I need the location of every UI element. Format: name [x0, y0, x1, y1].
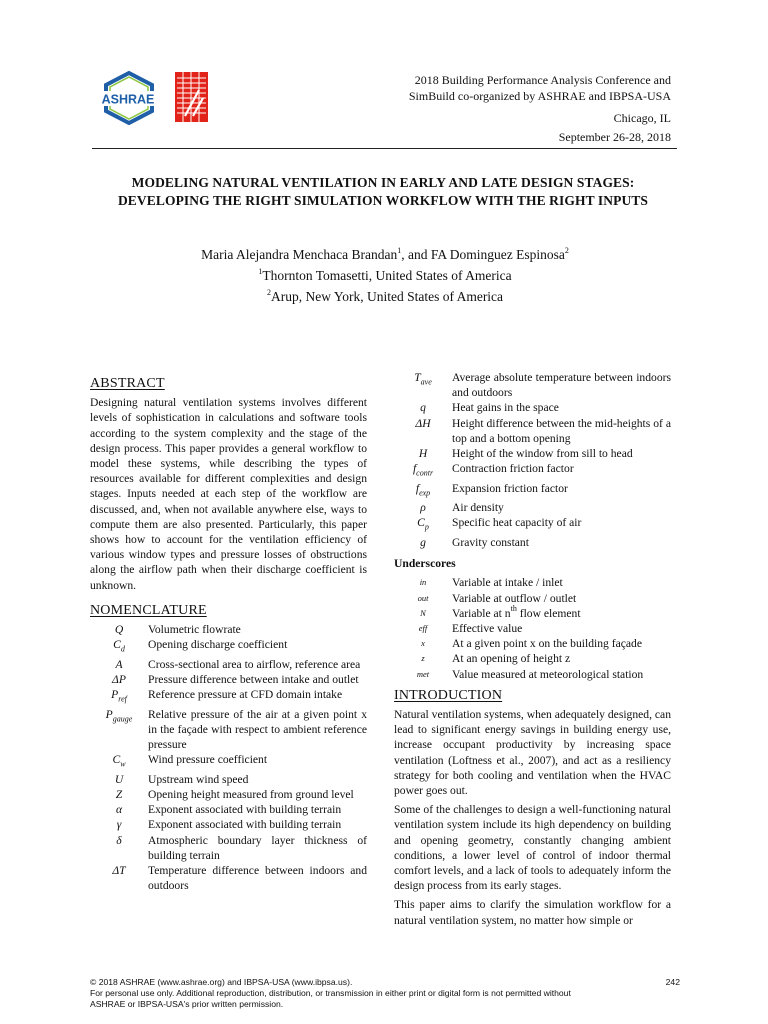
symbol-text: U [114, 772, 124, 786]
page-number: 242 [665, 977, 680, 987]
description-tail: flow element [516, 606, 581, 620]
nomenclature-description [452, 591, 671, 606]
symbol-subscript: ave [420, 377, 432, 387]
description-text: Gravity constant [452, 535, 529, 549]
intro-paragraph: Some of the challenges to design a well-functioning natural ventilation system include its high dependency on building and opening geometry, constantly changing ambient conditions, a lower level of control of indoor thermal comfort levels, and a lack of tools to adequately inform the design process from its early stages. [394, 803, 671, 893]
symbol-text: in [419, 577, 427, 588]
nomenclature-description [452, 636, 671, 651]
nomenclature-row [90, 752, 367, 772]
description-text: Effective value [452, 621, 523, 635]
ashrae-logo-text: ASHRAE [101, 92, 155, 107]
nomenclature-description [452, 461, 671, 481]
nomenclature-row [394, 575, 671, 590]
footer-line: For personal use only. Additional reproduction, distribution, or transmission in either print or digital form is not permitted without [90, 988, 571, 998]
paper-title: MODELING NATURAL VENTILATION IN EARLY AND LATE DESIGN STAGES: DEVELOPING THE RIGHT SIMULATION WORKFLOW WITH THE RIGHT INPUTS [117, 175, 649, 208]
symbol-text: met [416, 668, 430, 679]
description-text: Temperature difference between indoors and outdoors [148, 864, 367, 893]
underscores-list [394, 575, 671, 681]
copyright-footer [90, 977, 680, 1010]
intro-paragraph: This paper aims to clarify the simulation workflow for a natural ventilation system, no matter how simple or [394, 898, 671, 927]
nomenclature-row [394, 515, 671, 535]
nomenclature-description [148, 707, 367, 753]
symbol-text: g [420, 535, 426, 549]
nomenclature-description [148, 817, 367, 832]
nomenclature-description [148, 787, 367, 802]
nomenclature-description [452, 535, 671, 550]
nomenclature-row [90, 863, 367, 893]
nomenclature-list [90, 622, 367, 893]
nomenclature-description [452, 575, 671, 590]
symbol-text: ρ [420, 501, 426, 515]
nomenclature-row [394, 500, 671, 515]
description-text: Variable at intake / inlet [452, 576, 563, 590]
symbol-text: z [421, 653, 425, 664]
symbol-subscript: p [424, 522, 429, 532]
nomenclature-symbol [90, 787, 148, 802]
symbol-text: x [421, 638, 425, 649]
symbol-text: C [417, 516, 425, 530]
nomenclature-description [452, 651, 671, 666]
symbol-text: α [115, 803, 123, 817]
description-text: Reference pressure at CFD domain intake [148, 688, 343, 702]
nomenclature-row [90, 707, 367, 753]
nomenclature-row [394, 591, 671, 606]
description-text: Upstream wind speed [148, 772, 249, 786]
affiliation-text: Thornton Tomasetti, United States of America [262, 268, 512, 283]
symbol-text: C [113, 638, 121, 652]
conference-dates: September 26-28, 2018 [558, 130, 671, 144]
introduction-heading: INTRODUCTION [394, 687, 503, 703]
nomenclature-symbol [394, 636, 452, 651]
symbol-text: Z [115, 788, 123, 802]
ashrae-logo [95, 70, 210, 125]
nomenclature-description [452, 667, 671, 682]
nomenclature-description [452, 603, 671, 621]
nomenclature-description [452, 416, 671, 446]
nomenclature-symbol [90, 707, 148, 753]
symbol-text: N [420, 607, 426, 618]
symbol-text: H [418, 447, 428, 461]
symbol-text: P [111, 688, 119, 702]
nomenclature-symbol [394, 370, 452, 400]
affiliation-marker: 1 [397, 246, 402, 255]
nomenclature-row [90, 672, 367, 687]
description-text: Heat gains in the space [452, 401, 559, 415]
nomenclature-description [148, 657, 367, 672]
footer-line: ASHRAE or IBPSA-USA's prior written permission. [90, 999, 284, 1009]
left-column [90, 376, 367, 893]
nomenclature-row [394, 667, 671, 682]
nomenclature-symbol [90, 672, 148, 687]
symbol-subscript: ref [118, 694, 127, 704]
description-text: Atmospheric boundary layer thickness of building terrain [148, 833, 367, 862]
conference-line: 2018 Building Performance Analysis Conference and [414, 73, 671, 87]
nomenclature-description [452, 515, 671, 535]
nomenclature-symbol [394, 667, 452, 682]
nomenclature-row [394, 621, 671, 636]
description-text: Exponent associated with building terrain [148, 818, 342, 832]
symbol-text: ΔP [112, 672, 126, 686]
nomenclature-row [394, 636, 671, 651]
description-text: Contraction friction factor [452, 462, 574, 476]
symbol-subscript: contr [416, 468, 434, 478]
symbol-subscript: gauge [112, 714, 133, 723]
description-text: Relative pressure of the air at a given point x in the façade with respect to ambient reference pressure [148, 707, 367, 752]
nomenclature-description [148, 672, 367, 687]
nomenclature-row [394, 400, 671, 415]
affiliation-marker: 2 [266, 288, 271, 297]
footer-line: © 2018 ASHRAE (www.ashrae.org) and IBPSA-USA (www.ibpsa.us). [90, 977, 353, 987]
author-line [100, 244, 670, 265]
nomenclature-symbol [394, 446, 452, 461]
symbol-text: f [412, 462, 417, 476]
description-text: Variable at outflow / outlet [452, 591, 577, 605]
symbol-text: ΔT [112, 864, 126, 878]
symbol-text: δ [116, 833, 122, 847]
symbol-text: eff [418, 622, 428, 633]
nomenclature-row [394, 603, 671, 621]
header-logos [95, 70, 210, 125]
header-rule [92, 148, 677, 149]
nomenclature-symbol [394, 575, 452, 590]
symbol-text: C [112, 753, 121, 767]
nomenclature-row [90, 802, 367, 817]
nomenclature-symbol [394, 535, 452, 550]
author-name: Maria Alejandra Menchaca Brandan [201, 247, 398, 262]
nomenclature-symbol [394, 416, 452, 446]
description-text: Expansion friction factor [452, 481, 568, 495]
abstract-text: Designing natural ventilation systems involves different levels of sophistication in calculations and software tools according to the system complexity and the stage of the design process. This paper provides a general workflow to model these systems, while describing the types of resources available for different complexities and design stages. Inputs needed at each step of the workflow are discussed, and, when not available anywhere else, ways to compute them are also presented. Particularly, this paper shows how to account for the ventilation efficiency of various window types and pressure losses of obstructions along the airflow path when their discharge coefficient is unknown. [90, 396, 367, 592]
nomenclature-symbol [90, 622, 148, 637]
nomenclature-symbol [90, 802, 148, 817]
description-text: At an opening of height z [452, 652, 571, 666]
description-text: Volumetric flowrate [148, 623, 241, 637]
symbol-text: ΔH [415, 416, 431, 430]
author-name: FA Dominguez Espinosa [430, 247, 565, 262]
affiliation-line [100, 265, 670, 286]
nomenclature-symbol [90, 863, 148, 893]
description-text: At a given point x on the building façade [452, 637, 642, 651]
affiliation-line [100, 286, 670, 307]
nomenclature-symbol [394, 621, 452, 636]
nomenclature-row [394, 416, 671, 446]
right-column [394, 370, 671, 932]
conference-location: Chicago, IL [613, 111, 671, 125]
description-text: Value measured at meteorological station [452, 667, 644, 681]
affiliation-marker: 2 [564, 246, 569, 255]
nomenclature-symbol [90, 657, 148, 672]
nomenclature-symbol [90, 687, 148, 707]
nomenclature-description [452, 481, 671, 501]
nomenclature-symbol [394, 500, 452, 515]
nomenclature-symbol [90, 637, 148, 657]
description-text: Variable at n [452, 606, 511, 620]
description-text: Average absolute temperature between indoors and outdoors [452, 371, 671, 400]
nomenclature-row [394, 481, 671, 501]
nomenclature-description [148, 752, 367, 772]
description-text: Opening height measured from ground level [148, 788, 354, 802]
nomenclature-description [148, 802, 367, 817]
description-text: Wind pressure coefficient [148, 753, 268, 767]
symbol-text: A [115, 657, 123, 671]
nomenclature-description [148, 772, 367, 787]
symbol-text: P [105, 707, 113, 721]
description-text: Pressure difference between intake and outlet [148, 672, 359, 686]
symbol-text: f [415, 481, 420, 495]
nomenclature-symbol [394, 400, 452, 415]
nomenclature-row [90, 622, 367, 637]
description-text: Height difference between the mid-heights of a top and a bottom opening [452, 416, 671, 445]
underscores-heading: Underscores [394, 557, 456, 571]
affiliation-text: Arup, New York, United States of America [270, 289, 504, 304]
nomenclature-row [394, 446, 671, 461]
nomenclature-row [90, 833, 367, 863]
nomenclature-symbol [90, 752, 148, 772]
nomenclature-description [452, 446, 671, 461]
nomenclature-symbol [394, 591, 452, 606]
nomenclature-row [394, 370, 671, 400]
nomenclature-description [452, 621, 671, 636]
nomenclature-row [90, 657, 367, 672]
nomenclature-symbol [394, 461, 452, 481]
description-text: Air density [452, 501, 504, 515]
conference-line: SimBuild co-organized by ASHRAE and IBPSA-USA [408, 89, 671, 103]
nomenclature-row [90, 817, 367, 832]
symbol-subscript: d [120, 644, 125, 654]
nomenclature-description [148, 687, 367, 707]
intro-paragraph: Natural ventilation systems, when adequately designed, can lead to significant energy savings in building energy use, increase occupant productivity by increasing space ventilation (Loftness et al., 2007), and act as a resiliency strategy for both cooling and ventilation when the HVAC power goes out. [394, 708, 671, 798]
nomenclature-symbol [90, 817, 148, 832]
nomenclature-heading: NOMENCLATURE [90, 602, 207, 618]
author-block [100, 244, 670, 307]
symbol-text: Q [114, 623, 124, 637]
nomenclature-symbol [90, 833, 148, 863]
description-superscript: th [510, 603, 517, 613]
nomenclature-description [452, 400, 671, 415]
description-text: Height of the window from sill to head [452, 447, 633, 461]
symbol-text: γ [116, 818, 122, 832]
affiliation-marker: 1 [258, 267, 263, 276]
nomenclature-symbol [394, 606, 452, 621]
nomenclature-list-continued [394, 370, 671, 550]
nomenclature-row [90, 787, 367, 802]
nomenclature-symbol [90, 772, 148, 787]
conference-info [341, 72, 671, 145]
nomenclature-row [394, 535, 671, 550]
nomenclature-description [148, 863, 367, 893]
abstract-heading: ABSTRACT [90, 376, 165, 391]
description-text: Opening discharge coefficient [148, 638, 288, 652]
nomenclature-symbol [394, 651, 452, 666]
description-text: Exponent associated with building terrain [148, 803, 342, 817]
nomenclature-row [394, 461, 671, 481]
symbol-text: out [417, 592, 429, 603]
symbol-text: q [420, 401, 426, 415]
nomenclature-row [90, 687, 367, 707]
nomenclature-symbol [394, 515, 452, 535]
nomenclature-description [148, 833, 367, 863]
nomenclature-description [148, 622, 367, 637]
nomenclature-row [394, 651, 671, 666]
symbol-text: T [414, 371, 421, 384]
nomenclature-description [452, 500, 671, 515]
ibpsa-logo [175, 72, 208, 122]
description-text: Specific heat capacity of air [452, 516, 582, 530]
author-separator: , and [401, 247, 431, 262]
nomenclature-row [90, 637, 367, 657]
nomenclature-description [452, 370, 671, 400]
nomenclature-description [148, 637, 367, 657]
symbol-subscript: exp [419, 488, 431, 498]
symbol-subscript: w [120, 759, 126, 769]
nomenclature-symbol [394, 481, 452, 501]
description-text: Cross-sectional area to airflow, reference area [148, 657, 361, 671]
nomenclature-row [90, 772, 367, 787]
